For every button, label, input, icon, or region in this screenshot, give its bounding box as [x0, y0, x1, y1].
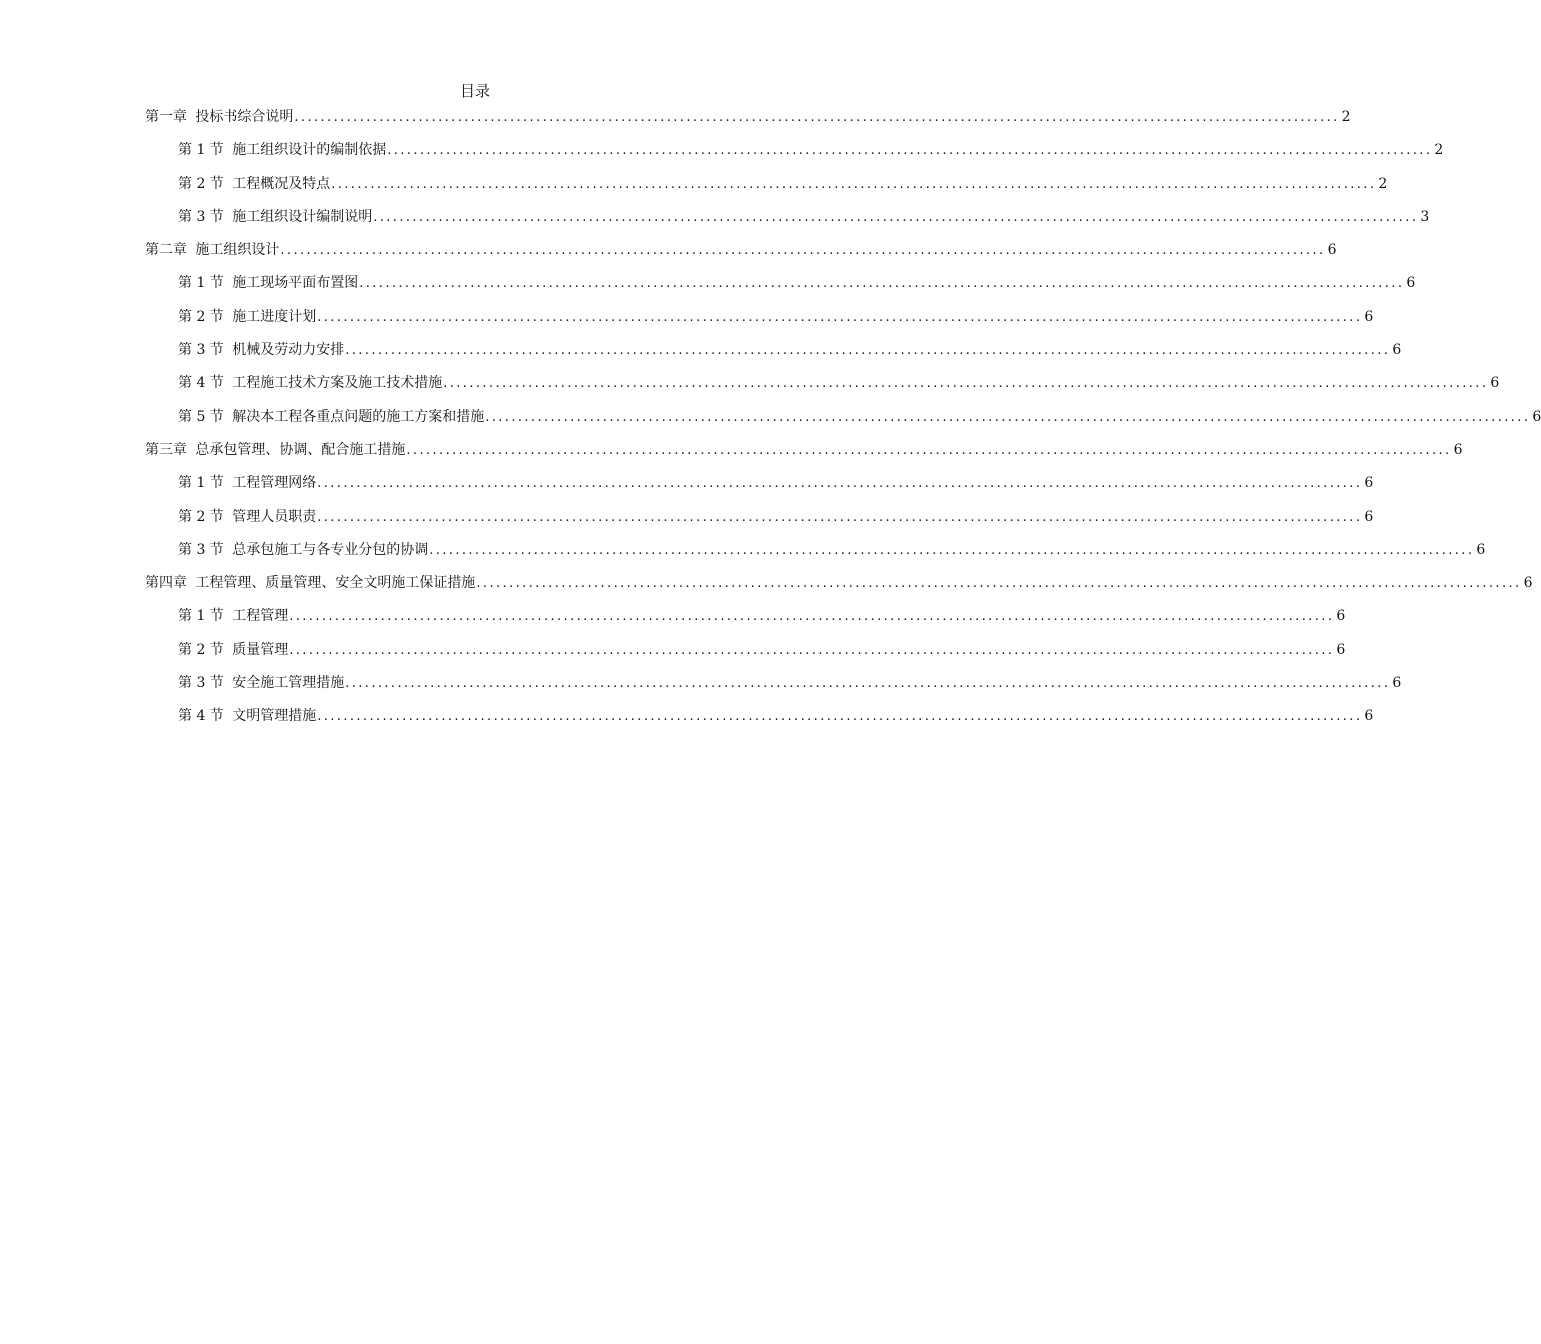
toc-entry-title: 解决本工程各重点问题的施工方案和措施 [232, 408, 485, 425]
toc-entry-label [178, 539, 428, 561]
toc-entry-title: 总承包施工与各专业分包的协调 [232, 541, 429, 558]
dot-leader: ................................................................................................................................................................ [280, 243, 1326, 259]
toc-entry-title: 管理人员职责 [232, 508, 317, 525]
toc-chapter-entry[interactable] [145, 239, 1337, 272]
toc-entry-label [178, 506, 316, 528]
toc-entry-number: 第 2 节 [178, 308, 224, 325]
toc-entry-label [178, 406, 484, 428]
toc-section-entry[interactable] [145, 605, 1346, 638]
toc-page-number: 6 [1523, 575, 1533, 592]
toc-section-entry[interactable] [145, 705, 1374, 738]
toc-entry-title: 总承包管理、协调、配合施工措施 [195, 441, 406, 458]
toc-entry-title: 施工现场平面布置图 [232, 275, 359, 292]
toc-page-number: 3 [1420, 208, 1430, 225]
toc-entry-number: 第 1 节 [178, 142, 224, 159]
dot-leader: ................................................................................................................................................................ [429, 542, 1475, 558]
dot-leader: ................................................................................................................................................................ [443, 376, 1489, 392]
toc-section-entry[interactable] [145, 339, 1402, 372]
toc-entry-label [178, 206, 372, 228]
dot-leader: ................................................................................................................................................................ [289, 642, 1335, 658]
dot-leader: ................................................................................................................................................................ [317, 309, 1363, 325]
toc-entry-number: 第 2 节 [178, 508, 224, 525]
toc-page-number: 6 [1476, 541, 1486, 558]
toc-entry-label [178, 639, 288, 661]
toc-entry-number: 第 3 节 [178, 342, 224, 359]
toc-page-number: 6 [1532, 408, 1541, 425]
toc-page-number: 2 [1378, 175, 1388, 192]
toc-entry-title: 工程管理 [232, 608, 289, 625]
dot-leader: ................................................................................................................................................................ [406, 442, 1452, 458]
toc-page-number: 6 [1364, 708, 1374, 725]
toc-page-number: 6 [1364, 308, 1374, 325]
toc-section-entry[interactable] [145, 272, 1416, 305]
dot-leader: ................................................................................................................................................................ [345, 676, 1391, 692]
toc-entry-label [178, 306, 316, 328]
toc-page-number: 6 [1364, 475, 1374, 492]
toc-entry-number: 第 3 节 [178, 208, 224, 225]
toc-entry-label [145, 239, 279, 261]
toc-page-number: 6 [1336, 608, 1346, 625]
toc-entry-title: 工程概况及特点 [232, 175, 331, 192]
toc-entry-number: 第一章 [145, 109, 187, 125]
toc-entry-label [145, 106, 293, 128]
dot-leader: ................................................................................................................................................................ [289, 609, 1335, 625]
dot-leader: ................................................................................................................................................................ [359, 276, 1405, 292]
dot-leader: ................................................................................................................................................................ [387, 143, 1433, 159]
toc-entry-label [178, 605, 288, 627]
toc-chapter-entry[interactable] [145, 106, 1351, 139]
toc-entry-number: 第 2 节 [178, 641, 224, 658]
toc-entry-label [178, 472, 316, 494]
toc-entry-title: 质量管理 [232, 641, 289, 658]
toc-page-number: 6 [1406, 275, 1416, 292]
toc-section-entry[interactable] [145, 472, 1374, 505]
toc-page-number: 6 [1392, 342, 1402, 359]
toc-page-number: 6 [1490, 375, 1500, 392]
toc-entry-title: 施工组织设计编制说明 [232, 208, 373, 225]
toc-entry-label [178, 173, 330, 195]
toc-entry-title: 文明管理措施 [232, 708, 317, 725]
toc-section-entry[interactable] [145, 639, 1346, 672]
toc-entry-title: 工程施工技术方案及施工技术措施 [232, 375, 443, 392]
toc-section-entry[interactable] [145, 372, 1500, 405]
toc-entry-label [178, 705, 316, 727]
toc-section-entry[interactable] [145, 672, 1402, 705]
dot-leader: ................................................................................................................................................................ [373, 209, 1419, 225]
toc-page-number: 6 [1392, 675, 1402, 692]
toc-entry-label [178, 372, 442, 394]
toc-entry-title: 工程管理网络 [232, 475, 317, 492]
dot-leader: ................................................................................................................................................................ [485, 409, 1531, 425]
dot-leader: ................................................................................................................................................................ [317, 709, 1363, 725]
toc-section-entry[interactable] [145, 139, 1444, 172]
toc-section-entry[interactable] [145, 406, 1541, 439]
toc-entry-number: 第 5 节 [178, 408, 224, 425]
toc-entry-label [178, 272, 358, 294]
toc-entry-title: 施工组织设计的编制依据 [232, 142, 387, 159]
toc-entry-number: 第 1 节 [178, 608, 224, 625]
toc-page-number: 2 [1341, 109, 1351, 125]
dot-leader: ................................................................................................................................................................ [345, 343, 1391, 359]
toc-entry-number: 第三章 [145, 441, 187, 458]
toc-entry-label [145, 439, 405, 461]
toc-entry-label [178, 672, 344, 694]
toc-page-number: 6 [1336, 641, 1346, 658]
toc-section-entry[interactable] [145, 306, 1374, 339]
toc-page-number: 2 [1434, 142, 1444, 159]
toc-entry-number: 第 2 节 [178, 175, 224, 192]
table-of-contents [145, 106, 1541, 739]
toc-page-number: 6 [1327, 242, 1337, 259]
dot-leader: ................................................................................................................................................................ [476, 576, 1522, 592]
toc-entry-title: 施工进度计划 [232, 308, 317, 325]
toc-entry-number: 第 3 节 [178, 675, 224, 692]
toc-entry-number: 第 4 节 [178, 375, 224, 392]
toc-page-number: 6 [1453, 441, 1463, 458]
toc-entry-title: 安全施工管理措施 [232, 675, 345, 692]
toc-entry-label [178, 339, 344, 361]
dot-leader: ................................................................................................................................................................ [331, 176, 1377, 192]
toc-entry-label [178, 139, 386, 161]
toc-section-entry[interactable] [145, 173, 1388, 206]
toc-entry-number: 第四章 [145, 575, 187, 592]
toc-section-entry[interactable] [145, 539, 1486, 572]
toc-entry-title: 投标书综合说明 [195, 109, 294, 125]
toc-entry-number: 第二章 [145, 242, 187, 259]
toc-entry-label [145, 572, 475, 594]
toc-chapter-entry[interactable] [145, 439, 1463, 472]
dot-leader: ................................................................................................................................................................ [317, 509, 1363, 525]
toc-entry-title: 机械及劳动力安排 [232, 342, 345, 359]
toc-entry-number: 第 3 节 [178, 541, 224, 558]
toc-entry-number: 第 1 节 [178, 475, 224, 492]
toc-entry-number: 第 4 节 [178, 708, 224, 725]
toc-entry-number: 第 1 节 [178, 275, 224, 292]
toc-section-entry[interactable] [145, 506, 1374, 539]
dot-leader: ................................................................................................................................................................ [317, 476, 1363, 492]
toc-chapter-entry[interactable] [145, 572, 1533, 605]
toc-page-number: 6 [1364, 508, 1374, 525]
toc-title: 目录 [459, 82, 490, 100]
toc-entry-title: 施工组织设计 [195, 242, 280, 259]
toc-entry-title: 工程管理、质量管理、安全文明施工保证措施 [195, 575, 476, 592]
toc-section-entry[interactable] [145, 206, 1430, 239]
dot-leader: ................................................................................................................................................................ [294, 110, 1340, 125]
